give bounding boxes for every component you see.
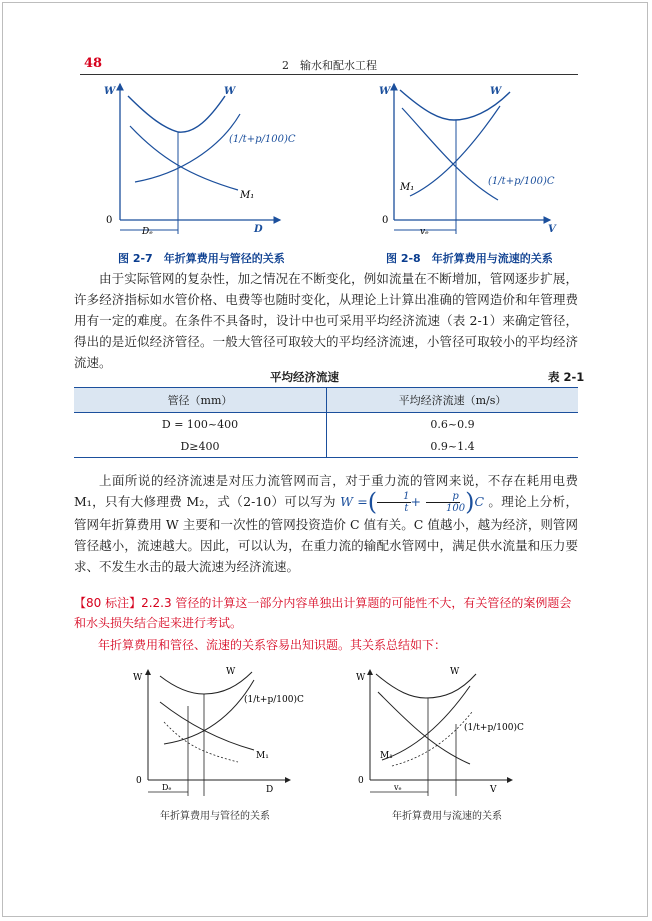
curve-m1-label: M₁ [380, 751, 393, 761]
paragraph-gravity-flow [74, 470, 578, 577]
exam-note: 【80 标注】2.2.3 管径的计算这一部分内容单独出计算题的可能性不大，有关管径的案例题会和水头损失结合起来进行考试。 [74, 596, 572, 630]
curve-w-label: W [450, 667, 460, 677]
formula-label: (1/t+p/100)C [488, 176, 555, 187]
page-number: 48 [84, 56, 103, 71]
curve-c [402, 108, 498, 200]
summary-diameter-chart [128, 662, 304, 802]
marker-label: vₑ [394, 783, 402, 792]
curve-m1 [160, 702, 254, 750]
table-cell: 0.6~0.9 [430, 417, 475, 431]
table-cell: 0.9~1.4 [327, 435, 579, 458]
formula-label: (1/t+p/100)C [464, 723, 524, 733]
table-title: 平均经济流速 [270, 370, 339, 384]
summary-diameter-caption: 年折算费用与管径的关系 [160, 811, 270, 822]
summary-velocity-chart [352, 662, 522, 802]
running-header: 2 输水和配水工程 [282, 59, 377, 72]
y-axis-label: W [356, 673, 366, 683]
figure-2-8-caption: 图 2-8 年折算费用与流速的关系 [386, 252, 553, 265]
figure-flow-velocity-chart [370, 78, 570, 240]
table-cell: D = 100~400 [74, 413, 327, 436]
curve-m1-label: M₁ [240, 190, 255, 201]
marker-label: Dₑ [142, 227, 153, 237]
paragraph-text: 。理论上分析，管网年折算费用 W 主要和一次性的管网投资造价 C 值有关。C 值越小，越为经济，则管网管径越小，流速越大。因此，可以认为，在重力流的输配水管网中，满足供水流量和压力要求、不发生水击的最大流速为经济流速。 [74, 494, 578, 574]
figure-2-7-caption: 图 2-7 年折算费用与管径的关系 [118, 252, 285, 265]
y-axis-label: W [379, 86, 391, 97]
table-row [74, 413, 578, 436]
figure-pipe-diameter-chart [90, 78, 296, 240]
x-axis-label: D [254, 224, 263, 235]
x-axis-label: D [266, 785, 274, 795]
curve-w-label: W [224, 86, 236, 97]
header-rule [80, 74, 578, 75]
curve-m1 [382, 686, 470, 760]
marker-label: vₑ [420, 227, 429, 237]
marker-label: Dₑ [162, 783, 172, 792]
curve-w [160, 672, 252, 694]
x-axis-label: V [490, 785, 497, 795]
curve-c [164, 680, 254, 744]
paragraph-intro: 由于实际管网的复杂性，加之情况在不断变化，例如流量在不断增加，管网逐步扩展，许多经济指标如水管价格、电费等也随时变化，从理论上计算出准确的管网造价和年管理费用有一定的难度。在条件不具备时，设计中也可采用平均经济流速（表 2-1）来确定管径，得出的是近似经济管径。一般大管径可取较大的平均经济流速，小管径可取较小的平均经济流速。 [74, 271, 578, 370]
curve-m1-label: M₁ [400, 182, 415, 193]
curve-w [376, 674, 476, 698]
y-axis-label: W [133, 673, 143, 683]
curve-c [135, 114, 240, 182]
formula-label: (1/t+p/100)C [244, 695, 304, 705]
exam-summary: 年折算费用和管径、流速的关系容易出知识题。其关系总结如下： [98, 638, 447, 652]
gravity-formula: W =( $\frac{1}{t}$ + $\frac{p}{100}$ )C [340, 488, 485, 516]
y-axis-label: W [104, 86, 116, 97]
economic-velocity-table [74, 387, 578, 458]
summary-velocity-caption: 年折算费用与流速的关系 [392, 811, 502, 822]
table-number: 表 2-1 [548, 370, 585, 384]
formula-label: (1/t+p/100)C [229, 134, 296, 145]
curve-w-label: W [490, 86, 502, 97]
curve-m1-label: M₁ [256, 751, 269, 761]
origin-label: 0 [136, 776, 142, 786]
curve-w [128, 96, 225, 132]
table-header-cell: 平均经济流速（m/s） [327, 388, 579, 413]
table-cell: D≥400 [74, 435, 327, 458]
curve-m1 [130, 126, 238, 190]
table-header-row [74, 388, 578, 413]
curve-dashed [392, 712, 472, 766]
curve-w-label: W [226, 667, 236, 677]
table-header-cell: 管径（mm） [74, 388, 327, 413]
origin-label: 0 [382, 215, 389, 226]
origin-label: 0 [106, 215, 113, 226]
origin-label: 0 [358, 776, 364, 786]
paragraph-text: 上面所说的经济流速是对压力流管网而言，对于重力流的管网来说，不存在耗用电费 M₁，只有大修理费 M₂，式（2-10）可以写为 [74, 473, 578, 509]
table-row [74, 435, 578, 458]
x-axis-label: V [548, 224, 556, 235]
